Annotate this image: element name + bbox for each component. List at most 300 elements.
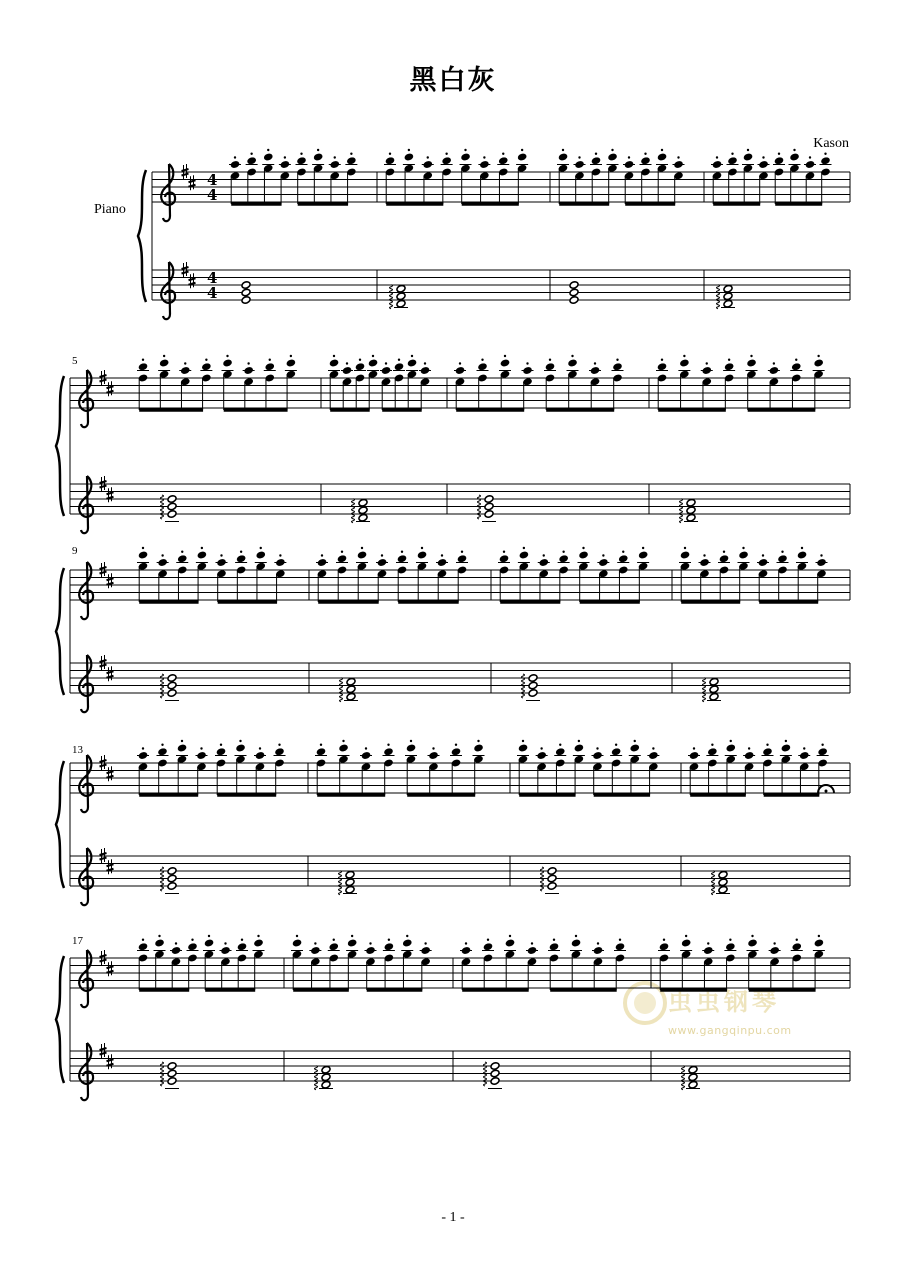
arpeggio-icon bbox=[717, 285, 720, 309]
system-5-measure-2-staccato-dot bbox=[296, 935, 298, 937]
system-5-measure-2-chord-note bbox=[321, 1080, 331, 1089]
system-2-measure-1-staccato-dot bbox=[205, 359, 207, 361]
system-5-measure-3-chord-note bbox=[490, 1062, 500, 1071]
system-1-measure-3-staccato-dot bbox=[628, 156, 630, 158]
system-2-measure-1-staccato-dot bbox=[184, 362, 186, 364]
system-5-measure-3-staccato-dot bbox=[619, 939, 621, 941]
system-5-measure-3-staccato-dot bbox=[509, 935, 511, 937]
system-1-measure-2-note-head bbox=[461, 153, 471, 162]
system-1-measure-2-chord-note bbox=[396, 292, 406, 301]
system-5-measure-4-staccato-dot bbox=[773, 942, 775, 944]
system-3-measure-3-note-head bbox=[499, 554, 509, 563]
arpeggio-icon bbox=[315, 1066, 318, 1090]
system-1-measure-2-note-head bbox=[442, 156, 452, 165]
system-3-measure-1-note-head bbox=[177, 554, 187, 563]
system-2-measure-2-note-head bbox=[394, 362, 404, 371]
system-5-measure-3-staccato-dot bbox=[487, 939, 489, 941]
system-2-measure-4-staccato-dot bbox=[750, 355, 752, 357]
system-2-measure-2-staccato-dot bbox=[385, 362, 387, 364]
system-2-measure-1-chord-note bbox=[167, 495, 177, 504]
arpeggio-icon bbox=[339, 871, 342, 895]
system-2-measure-4-staccato-dot bbox=[728, 359, 730, 361]
system-5-measure-3-note-head bbox=[571, 939, 581, 948]
system-1-measure-2-staccato-dot bbox=[445, 153, 447, 155]
system-4-measure-1-chord-note bbox=[167, 882, 177, 891]
system-5-measure-2-staccato-dot bbox=[369, 942, 371, 944]
system-4-measure-3-staccato-dot bbox=[540, 747, 542, 749]
system-3-measure-1-staccato-dot bbox=[220, 554, 222, 556]
system-4-measure-4-chord-note bbox=[718, 878, 728, 887]
system-1-measure-1-staccato-dot bbox=[250, 153, 252, 155]
system-4-measure-2-staccato-dot bbox=[455, 744, 457, 746]
system-3-measure-1-note-head bbox=[236, 554, 246, 563]
system-4-measure-2-staccato-dot bbox=[410, 740, 412, 742]
system-5-measure-3-note-head bbox=[483, 942, 493, 951]
system-4-measure-2-staccato-dot bbox=[365, 747, 367, 749]
system-2-measure-1-staccato-dot bbox=[142, 359, 144, 361]
system-3-measure-3-staccato-dot bbox=[642, 547, 644, 549]
system-3-measure-4-staccato-dot bbox=[723, 551, 725, 553]
system-2-measure-4-note-head bbox=[791, 362, 801, 371]
system-3-measure-1-staccato-dot bbox=[260, 547, 262, 549]
system-5-measure-4-staccato-dot bbox=[818, 935, 820, 937]
system-2-measure-4-chord-note bbox=[686, 506, 696, 515]
system-1-measure-4-staccato-dot bbox=[824, 153, 826, 155]
arpeggio-icon bbox=[340, 678, 343, 702]
system-2-measure-2-note-head bbox=[407, 359, 417, 368]
watermark-brand: 虫虫钢琴 bbox=[668, 988, 780, 1016]
system-1-measure-4-note-head bbox=[821, 156, 831, 165]
system-2-measure-4-staccato-dot bbox=[817, 355, 819, 357]
system-1-measure-1-chord-note bbox=[241, 296, 251, 305]
system-4-measure-1-note-head bbox=[177, 744, 187, 753]
system-4-measure-4-note-head bbox=[818, 747, 828, 756]
system-1-measure-1-chord-note bbox=[241, 288, 251, 297]
system-3-measure-4-chord-note bbox=[709, 677, 719, 686]
system-3-measure-2-note-head bbox=[417, 551, 427, 560]
system-5-measure-4-note-head bbox=[659, 942, 669, 951]
system-2-measure-3-chord-note bbox=[484, 510, 494, 519]
arpeggio-icon bbox=[712, 871, 715, 895]
brace-icon bbox=[56, 956, 64, 1083]
system-3-measure-4-staccato-dot bbox=[762, 554, 764, 556]
arpeggio-icon bbox=[682, 1066, 685, 1090]
system-1-measure-3-note-head bbox=[558, 153, 568, 162]
system-5-measure-3-staccato-dot bbox=[553, 939, 555, 941]
system-3-measure-1-staccato-dot bbox=[201, 547, 203, 549]
system-1-measure-2-note-head bbox=[517, 153, 527, 162]
system-3-measure-1-staccato-dot bbox=[161, 554, 163, 556]
system-4-measure-1-note-head bbox=[158, 747, 168, 756]
system-2-measure-4-staccato-dot bbox=[706, 362, 708, 364]
system-3-measure-1-staccato-dot bbox=[142, 547, 144, 549]
system-4-measure-4-staccato-dot bbox=[785, 740, 787, 742]
system-5-measure-4-note-head bbox=[725, 942, 735, 951]
system-1-measure-3-note-head bbox=[641, 156, 651, 165]
brace-icon bbox=[56, 761, 64, 888]
system-2-upper-sharp-icon bbox=[107, 381, 114, 396]
system-5-measure-1-note-head bbox=[188, 942, 198, 951]
system-1-measure-2-staccato-dot bbox=[389, 153, 391, 155]
system-1-measure-3-note-head bbox=[657, 153, 667, 162]
system-1-measure-4-staccato-dot bbox=[809, 156, 811, 158]
system-1-measure-1-staccato-dot bbox=[334, 156, 336, 158]
system-5-measure-1-note-head bbox=[237, 942, 247, 951]
time-sig-numerator: 4 bbox=[207, 171, 218, 189]
system-5-measure-3-staccato-dot bbox=[531, 942, 533, 944]
system-1-measure-3-chord-note bbox=[569, 281, 579, 290]
system-5-measure-3-staccato-dot bbox=[575, 935, 577, 937]
system-3-measure-1-staccato-dot bbox=[181, 551, 183, 553]
system-5-measure-1-note-head bbox=[254, 939, 264, 948]
system-2-measure-2-staccato-dot bbox=[333, 355, 335, 357]
system-1-measure-3-staccato-dot bbox=[578, 156, 580, 158]
system-2-measure-1-chord-note bbox=[167, 510, 177, 519]
system-4-measure-4-note-head bbox=[763, 747, 773, 756]
system-3-measure-4-note-head bbox=[680, 551, 690, 560]
system-5-measure-2-note-head bbox=[402, 939, 412, 948]
brace-icon bbox=[56, 376, 64, 516]
system-5-lower-sharp-icon bbox=[107, 1054, 114, 1069]
system-1-lower-treble-clef-icon bbox=[161, 262, 175, 319]
system-5-measure-1-staccato-dot bbox=[142, 939, 144, 941]
system-3-measure-3-note-head bbox=[638, 551, 648, 560]
system-4-measure-4-note-head bbox=[726, 744, 736, 753]
system-1-measure-1-staccato-dot bbox=[300, 153, 302, 155]
system-1-measure-2-staccato-dot bbox=[483, 156, 485, 158]
arpeggio-icon bbox=[703, 678, 706, 702]
system-3-measure-2-staccato-dot bbox=[341, 551, 343, 553]
system-4-measure-1-note-head bbox=[236, 744, 246, 753]
system-1-measure-4-note-head bbox=[790, 153, 800, 162]
system-4-measure-2-note-head bbox=[339, 744, 349, 753]
system-4-measure-2-chord-note bbox=[345, 885, 355, 894]
system-4-lower-sharp-icon bbox=[107, 859, 114, 874]
system-5-measure-4-note-head bbox=[681, 939, 691, 948]
system-3-measure-4-chord-note bbox=[709, 685, 719, 694]
system-5-measure-3-note-head bbox=[505, 939, 515, 948]
system-1-measure-4-chord-note bbox=[723, 284, 733, 293]
system-4-measure-4-chord-note bbox=[718, 870, 728, 879]
system-4-measure-2-staccato-dot bbox=[477, 740, 479, 742]
system-4-measure-4-staccato-dot bbox=[803, 747, 805, 749]
brace-icon bbox=[56, 568, 64, 695]
system-5-measure-3-staccato-dot bbox=[465, 942, 467, 944]
system-1-measure-1-note-head bbox=[263, 153, 273, 162]
system-3-measure-3-staccato-dot bbox=[582, 547, 584, 549]
system-3-measure-3-note-head bbox=[579, 551, 589, 560]
system-2-measure-2-staccato-dot bbox=[398, 359, 400, 361]
system-2-measure-2-chord-note bbox=[358, 506, 368, 515]
system-1-measure-2-chord-note bbox=[396, 284, 406, 293]
system-4-upper-sharp-icon bbox=[107, 766, 114, 781]
system-3-lower-treble-clef-icon bbox=[79, 655, 93, 712]
system-2-measure-4-note-head bbox=[724, 362, 734, 371]
system-3-measure-2-staccato-dot bbox=[441, 554, 443, 556]
system-1-measure-4-chord-note bbox=[723, 299, 733, 308]
system-1-measure-1-note-head bbox=[313, 153, 323, 162]
system-1-measure-1-staccato-dot bbox=[350, 153, 352, 155]
system-2-measure-4-staccato-dot bbox=[795, 359, 797, 361]
page-number: - 1 - bbox=[441, 1210, 465, 1225]
system-2-measure-1-note-head bbox=[265, 362, 275, 371]
system-5-measure-2-staccato-dot bbox=[351, 935, 353, 937]
system-4-measure-1-staccato-dot bbox=[278, 744, 280, 746]
system-2-measure-3-note-head bbox=[478, 362, 488, 371]
system-5-measure-1-note-head bbox=[155, 939, 165, 948]
composer-name: Kason bbox=[813, 136, 849, 151]
system-2-measure-1-staccato-dot bbox=[269, 359, 271, 361]
system-3-measure-2-staccato-dot bbox=[421, 547, 423, 549]
system-3-measure-2-staccato-dot bbox=[361, 547, 363, 549]
system-2-measure-2-chord-note bbox=[358, 513, 368, 522]
system-4-measure-2-note-head bbox=[451, 747, 461, 756]
system-5-measure-4-note-head bbox=[792, 942, 802, 951]
system-1-measure-1-staccato-dot bbox=[234, 156, 236, 158]
system-2-measure-3-chord-note bbox=[484, 502, 494, 511]
system-3-measure-4-note-head bbox=[797, 551, 807, 560]
system-4-measure-2-staccato-dot bbox=[387, 744, 389, 746]
system-1-measure-3-staccato-dot bbox=[595, 153, 597, 155]
system-1-measure-4-note-head bbox=[774, 156, 784, 165]
system-5-measure-3-note-head bbox=[549, 942, 559, 951]
time-sig-numerator: 4 bbox=[207, 269, 218, 287]
system-2-measure-1-staccato-dot bbox=[226, 355, 228, 357]
system-4-measure-3-note-head bbox=[611, 747, 621, 756]
system-3-measure-3-staccato-dot bbox=[503, 551, 505, 553]
system-1-measure-4-note-head bbox=[728, 156, 738, 165]
system-1-measure-3-staccato-dot bbox=[661, 149, 663, 151]
time-sig-denominator: 4 bbox=[207, 186, 218, 204]
system-1-measure-3-chord-note bbox=[569, 296, 579, 305]
system-3-measure-4-staccato-dot bbox=[820, 554, 822, 556]
system-3-measure-1-chord-note bbox=[167, 681, 177, 690]
arpeggio-icon bbox=[390, 285, 393, 309]
system-3-measure-2-chord-note bbox=[346, 692, 356, 701]
system-4-measure-4-staccato-dot bbox=[821, 744, 823, 746]
system-4-measure-1-staccato-dot bbox=[200, 747, 202, 749]
system-2-measure-2-staccato-dot bbox=[372, 355, 374, 357]
system-4-measure-3-staccato-dot bbox=[652, 747, 654, 749]
system-5-measure-2-staccato-dot bbox=[314, 942, 316, 944]
system-1-measure-4-staccato-dot bbox=[762, 156, 764, 158]
system-5-measure-4-chord-note bbox=[688, 1065, 698, 1074]
system-5-measure-1-chord-note bbox=[167, 1077, 177, 1086]
system-5-measure-4-staccato-dot bbox=[663, 939, 665, 941]
system-2-measure-1-staccato-dot bbox=[163, 355, 165, 357]
system-5-measure-1-staccato-dot bbox=[175, 942, 177, 944]
system-4-measure-3-staccato-dot bbox=[578, 740, 580, 742]
measure-number-5: 5 bbox=[72, 355, 78, 367]
system-1-upper-treble-clef-icon bbox=[161, 164, 175, 221]
system-2-measure-3-note-head bbox=[500, 359, 510, 368]
system-3-measure-3-note-head bbox=[559, 554, 569, 563]
system-5-measure-2-staccato-dot bbox=[424, 942, 426, 944]
instrument-label: Piano bbox=[94, 202, 126, 217]
system-4-measure-3-chord-note bbox=[547, 867, 557, 876]
system-3-measure-1-chord-note bbox=[167, 674, 177, 683]
system-5-measure-4-staccato-dot bbox=[796, 939, 798, 941]
system-2-measure-2-staccato-dot bbox=[359, 359, 361, 361]
system-3-measure-2-note-head bbox=[457, 554, 467, 563]
system-2-measure-4-note-head bbox=[814, 359, 824, 368]
system-5-measure-1-staccato-dot bbox=[208, 935, 210, 937]
system-3-measure-3-staccato-dot bbox=[523, 547, 525, 549]
system-2-measure-2-staccato-dot bbox=[424, 362, 426, 364]
system-2-measure-3-staccato-dot bbox=[616, 359, 618, 361]
system-3-measure-1-note-head bbox=[197, 551, 207, 560]
system-4-measure-3-staccato-dot bbox=[559, 744, 561, 746]
system-3-lower-sharp-icon bbox=[107, 666, 114, 681]
system-1-measure-3-staccato-dot bbox=[611, 149, 613, 151]
score-title: 黑白灰 bbox=[409, 65, 497, 96]
system-3-measure-3-note-head bbox=[618, 554, 628, 563]
system-2-measure-4-note-head bbox=[679, 359, 689, 368]
system-4-measure-1-note-head bbox=[216, 747, 226, 756]
system-2-measure-4-note-head bbox=[657, 362, 667, 371]
system-4-measure-3-staccato-dot bbox=[615, 744, 617, 746]
system-4-measure-2-note-head bbox=[406, 744, 416, 753]
system-3-measure-2-staccato-dot bbox=[401, 551, 403, 553]
system-5-measure-3-chord-note bbox=[490, 1077, 500, 1086]
system-3-measure-4-note-head bbox=[739, 551, 749, 560]
system-2-measure-1-note-head bbox=[138, 362, 148, 371]
system-2-measure-3-chord-note bbox=[484, 495, 494, 504]
system-5-measure-1-chord-note bbox=[167, 1062, 177, 1071]
system-3-measure-2-note-head bbox=[357, 551, 367, 560]
system-5-measure-4-staccato-dot bbox=[751, 935, 753, 937]
system-3-measure-1-staccato-dot bbox=[240, 551, 242, 553]
system-2-measure-2-note-head bbox=[355, 362, 365, 371]
system-5-measure-1-staccato-dot bbox=[158, 935, 160, 937]
system-3-measure-3-staccato-dot bbox=[562, 551, 564, 553]
system-4-measure-4-note-head bbox=[781, 744, 791, 753]
system-3-measure-2-staccato-dot bbox=[321, 554, 323, 556]
system-2-measure-2-chord-note bbox=[358, 498, 368, 507]
system-4-measure-3-chord-note bbox=[547, 874, 557, 883]
system-1-measure-2-chord-note bbox=[396, 299, 406, 308]
system-1-measure-2-staccato-dot bbox=[464, 149, 466, 151]
system-4-measure-2-note-head bbox=[474, 744, 484, 753]
system-4-measure-3-chord-note bbox=[547, 882, 557, 891]
system-2-lower-sharp-icon bbox=[107, 487, 114, 502]
system-5-measure-1-note-head bbox=[138, 942, 148, 951]
system-5-measure-2-chord-note bbox=[321, 1065, 331, 1074]
system-2-measure-3-staccato-dot bbox=[504, 355, 506, 357]
system-1-measure-1-staccato-dot bbox=[317, 149, 319, 151]
system-3-measure-3-chord-note bbox=[528, 674, 538, 683]
system-5-measure-4-chord-note bbox=[688, 1080, 698, 1089]
system-1-measure-2-staccato-dot bbox=[408, 149, 410, 151]
system-3-measure-1-note-head bbox=[138, 551, 148, 560]
system-2-measure-3-staccato-dot bbox=[459, 362, 461, 364]
system-2-measure-4-staccato-dot bbox=[683, 355, 685, 357]
system-3-measure-3-staccato-dot bbox=[622, 551, 624, 553]
system-3-measure-4-staccato-dot bbox=[742, 547, 744, 549]
system-3-measure-3-staccato-dot bbox=[602, 554, 604, 556]
system-3-measure-4-chord-note bbox=[709, 692, 719, 701]
system-1-measure-4-note-head bbox=[743, 153, 753, 162]
system-2-measure-1-note-head bbox=[159, 359, 169, 368]
system-5-measure-1-chord-note bbox=[167, 1069, 177, 1078]
system-5-measure-3-chord-note bbox=[490, 1069, 500, 1078]
system-5-measure-4-staccato-dot bbox=[729, 939, 731, 941]
system-4-measure-4-chord-note bbox=[718, 885, 728, 894]
system-4-measure-2-staccato-dot bbox=[432, 747, 434, 749]
system-2-measure-3-staccato-dot bbox=[549, 359, 551, 361]
system-3-measure-4-note-head bbox=[778, 554, 788, 563]
system-3-measure-3-staccato-dot bbox=[543, 554, 545, 556]
system-5-measure-2-staccato-dot bbox=[333, 939, 335, 941]
system-3-measure-3-chord-note bbox=[528, 681, 538, 690]
system-4-measure-4-staccato-dot bbox=[748, 747, 750, 749]
system-1-upper-sharp-icon bbox=[189, 175, 196, 190]
system-4-measure-1-staccato-dot bbox=[161, 744, 163, 746]
system-4-measure-1-staccato-dot bbox=[259, 747, 261, 749]
system-3-measure-4-staccato-dot bbox=[781, 551, 783, 553]
brace-icon bbox=[138, 170, 146, 302]
system-2-measure-3-note-head bbox=[568, 359, 578, 368]
measure-number-9: 9 bbox=[72, 545, 78, 557]
system-1-measure-2-staccato-dot bbox=[521, 149, 523, 151]
system-1-measure-4-staccato-dot bbox=[778, 153, 780, 155]
system-4-lower-treble-clef-icon bbox=[79, 848, 93, 905]
system-4-measure-4-staccato-dot bbox=[711, 744, 713, 746]
system-3-measure-2-note-head bbox=[337, 554, 347, 563]
measure-number-17: 17 bbox=[72, 935, 83, 947]
system-2-measure-3-staccato-dot bbox=[481, 359, 483, 361]
time-sig-denominator: 4 bbox=[207, 284, 218, 302]
system-5-measure-2-note-head bbox=[384, 942, 394, 951]
system-5-measure-2-note-head bbox=[292, 939, 302, 948]
watermark-url: www.gangqinpu.com bbox=[668, 1024, 792, 1037]
system-4-measure-1-staccato-dot bbox=[220, 744, 222, 746]
system-2-measure-2-note-head bbox=[329, 359, 339, 368]
system-4-measure-2-staccato-dot bbox=[342, 740, 344, 742]
system-4-measure-3-staccato-dot bbox=[596, 747, 598, 749]
system-4-measure-1-chord-note bbox=[167, 874, 177, 883]
system-4-measure-2-staccato-dot bbox=[320, 744, 322, 746]
system-2-measure-4-staccato-dot bbox=[661, 359, 663, 361]
arpeggio-icon bbox=[352, 499, 355, 523]
system-3-measure-2-staccato-dot bbox=[381, 554, 383, 556]
system-1-measure-4-staccato-dot bbox=[747, 149, 749, 151]
system-1-measure-4-staccato-dot bbox=[793, 149, 795, 151]
system-3-measure-4-staccato-dot bbox=[684, 547, 686, 549]
system-3-measure-2-chord-note bbox=[346, 677, 356, 686]
system-5-measure-4-chord-note bbox=[688, 1073, 698, 1082]
system-1-measure-3-note-head bbox=[608, 153, 618, 162]
system-5-measure-2-staccato-dot bbox=[406, 935, 408, 937]
system-4-measure-3-note-head bbox=[630, 744, 640, 753]
system-3-upper-sharp-icon bbox=[107, 573, 114, 588]
system-2-measure-4-chord-note bbox=[686, 513, 696, 522]
system-5-upper-treble-clef-icon bbox=[79, 950, 93, 1007]
system-3-measure-1-note-head bbox=[256, 551, 266, 560]
system-1-measure-1-note-head bbox=[297, 156, 307, 165]
system-1-measure-2-staccato-dot bbox=[502, 153, 504, 155]
system-2-measure-1-note-head bbox=[201, 362, 211, 371]
system-4-measure-3-note-head bbox=[574, 744, 584, 753]
system-5-measure-1-staccato-dot bbox=[191, 939, 193, 941]
system-1-measure-3-staccato-dot bbox=[562, 149, 564, 151]
system-1-measure-1-note-head bbox=[247, 156, 257, 165]
measure-number-13: 13 bbox=[72, 744, 83, 756]
system-4-measure-2-chord-note bbox=[345, 870, 355, 879]
system-4-measure-1-staccato-dot bbox=[142, 747, 144, 749]
system-5-measure-2-staccato-dot bbox=[388, 939, 390, 941]
system-1-measure-1-chord-note bbox=[241, 281, 251, 290]
